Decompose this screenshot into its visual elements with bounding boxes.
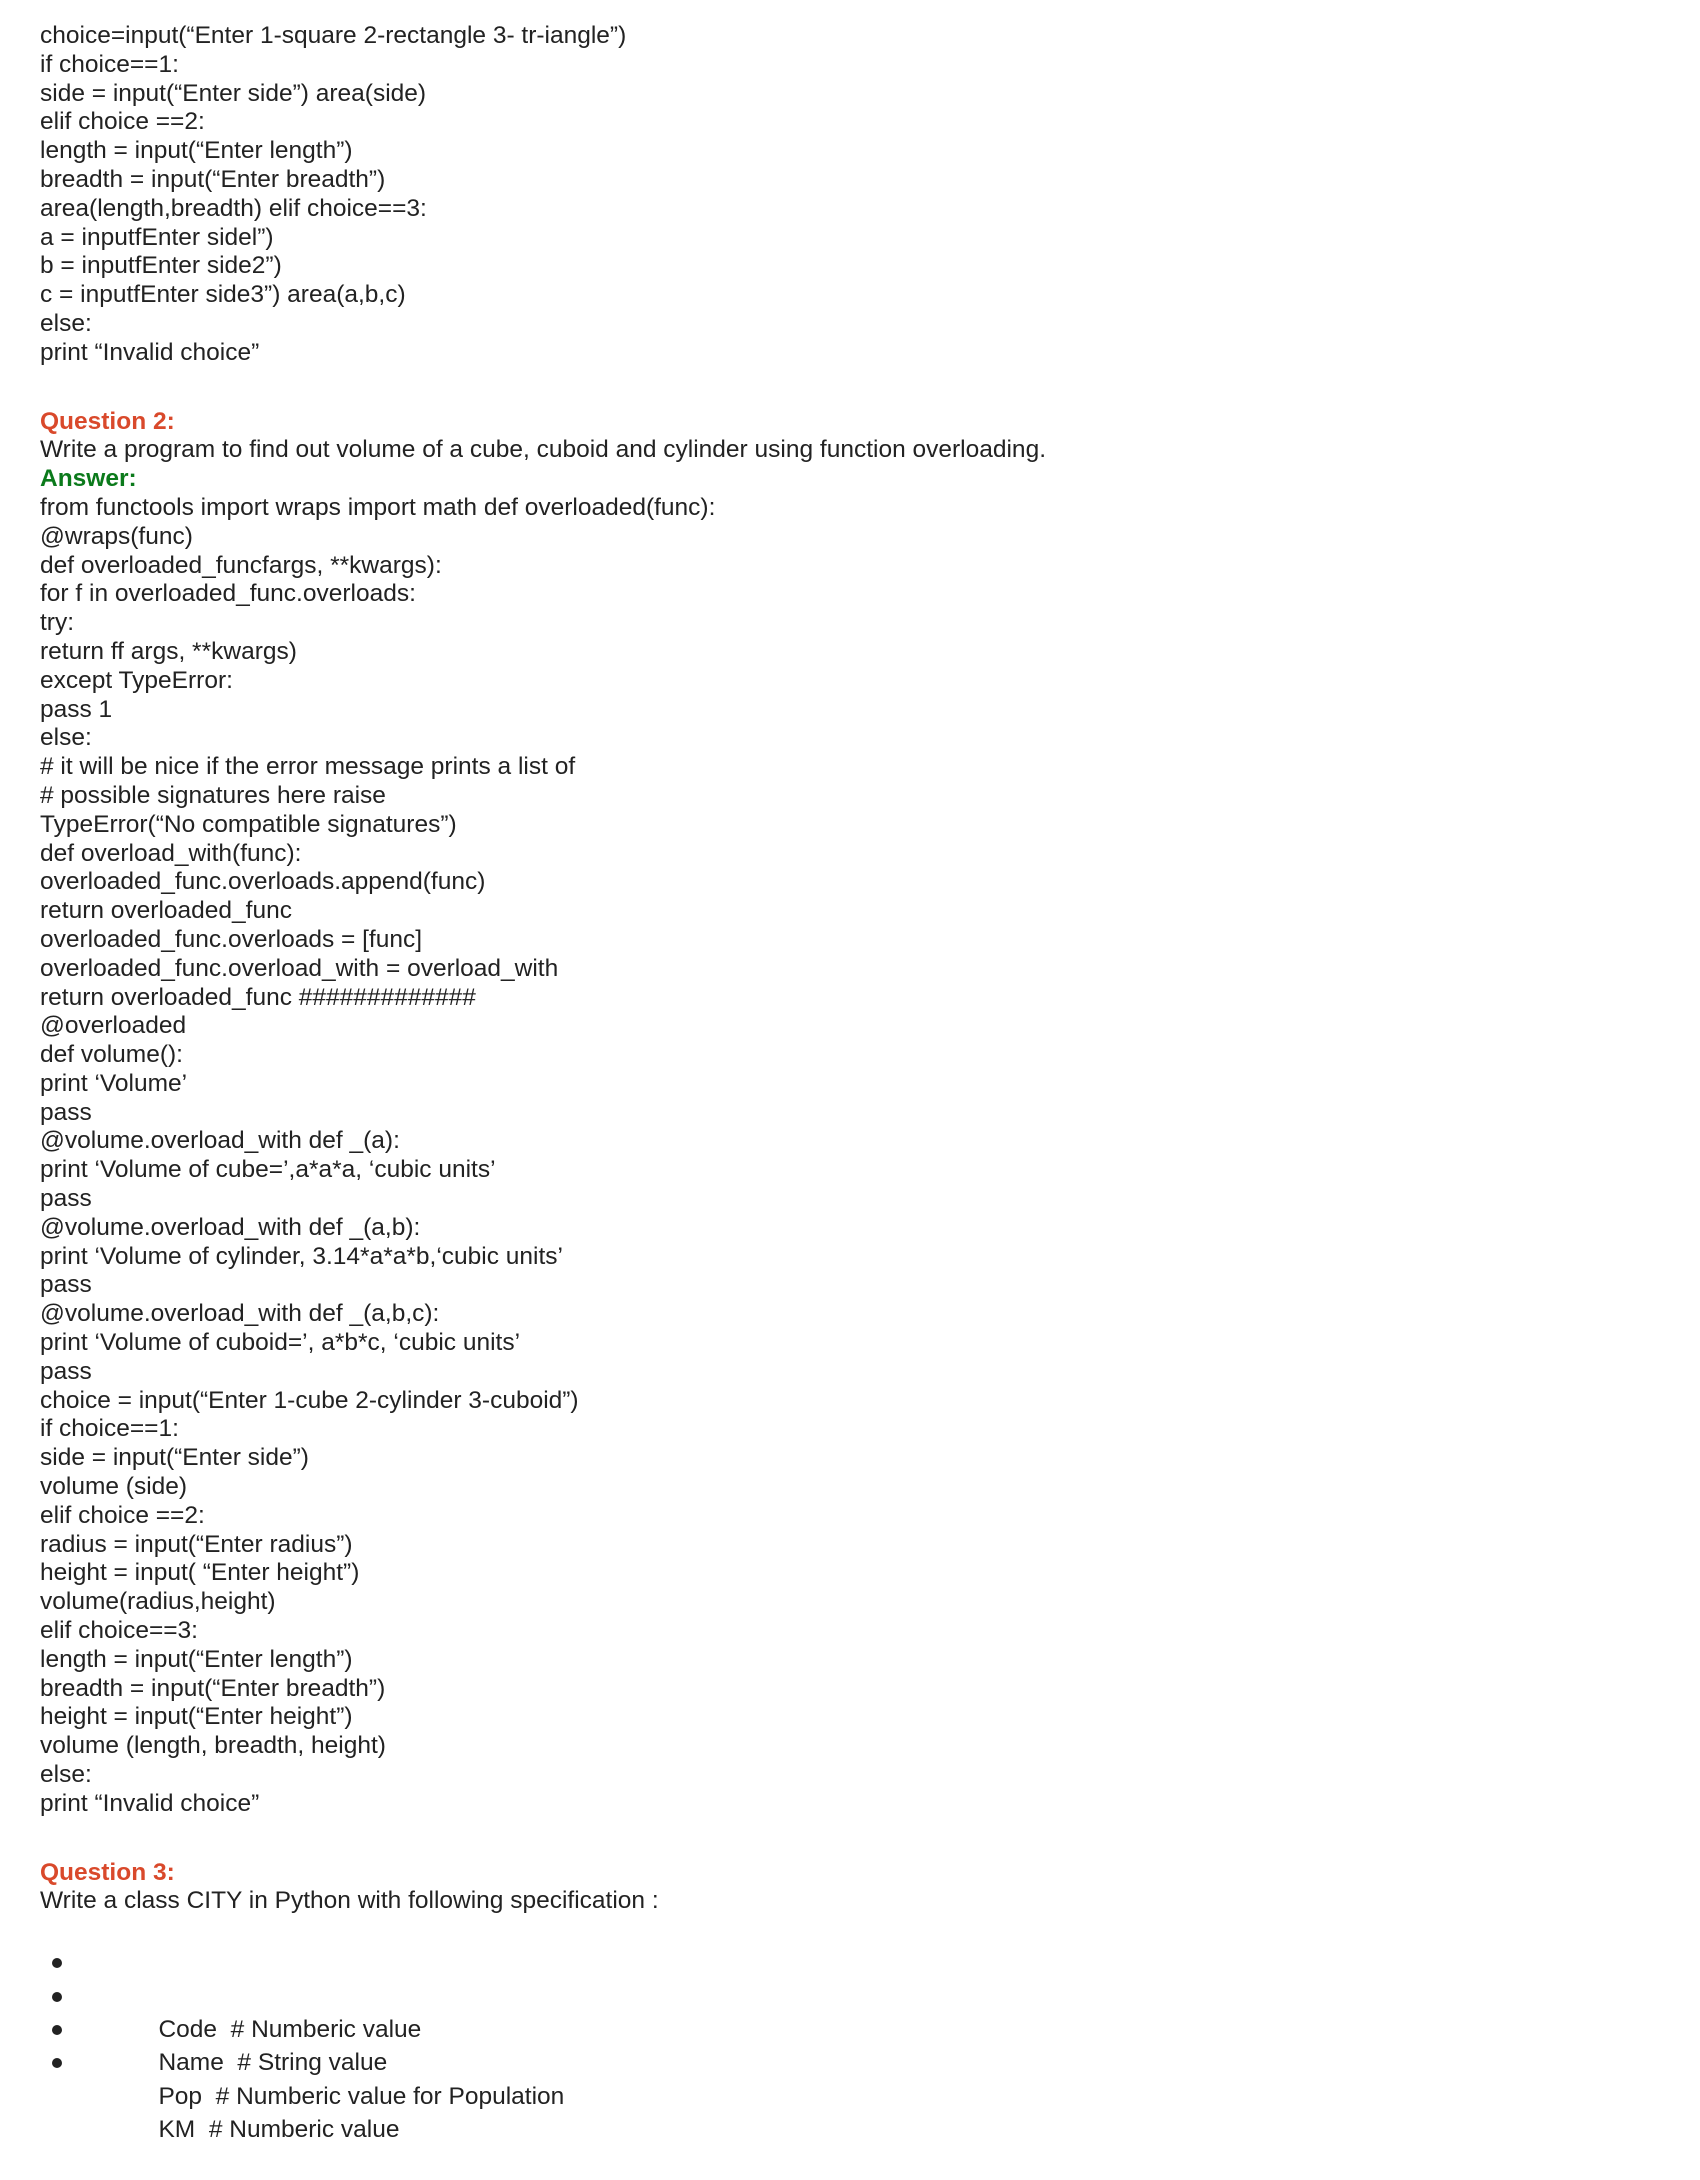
code-line: # it will be nice if the error message prints a list of xyxy=(40,753,576,781)
code-line: elif choice ==2: xyxy=(40,108,205,136)
code-line: overloaded_func.overloads.append(func) xyxy=(40,868,486,896)
code-line: else: xyxy=(40,724,92,752)
code-line: pass xyxy=(40,1098,92,1126)
code-line: @volume.overload_with def _(a,b): xyxy=(40,1213,421,1241)
code-line: from functools import wraps import math def overloaded(func): xyxy=(40,493,716,521)
code-line: pass xyxy=(40,1271,92,1299)
code-line: @wraps(func) xyxy=(40,522,193,550)
code-line: pass xyxy=(40,1357,92,1385)
code-line: side = input(“Enter side”) xyxy=(40,1444,309,1472)
q2-code-block xyxy=(40,494,1660,1819)
code-line: volume(radius,height) xyxy=(40,1588,276,1616)
code-line: return overloaded_func xyxy=(40,897,292,925)
code-line: elif choice==3: xyxy=(40,1617,198,1645)
code-line: side = input(“Enter side”) area(side) xyxy=(40,79,427,107)
code-line: pass xyxy=(40,1185,92,1213)
answer-label: Answer: xyxy=(40,465,137,493)
code-line: radius = input(“Enter radius”) xyxy=(40,1530,353,1558)
question-3-section xyxy=(40,1858,1660,2144)
code-line: breadth = input(“Enter breadth”) xyxy=(40,1674,386,1702)
code-line: print “Invalid choice” xyxy=(40,1789,260,1817)
code-line: try: xyxy=(40,609,75,637)
spec-list xyxy=(40,1946,1660,2144)
code-line: length = input(“Enter length”) xyxy=(40,137,353,165)
code-line: print ‘Volume of cube=’,a*a*a, ‘cubic units’ xyxy=(40,1156,496,1184)
code-line: def overload_with(func): xyxy=(40,839,302,867)
spec-item-label: KM # Numberic value xyxy=(158,2116,400,2144)
code-line: TypeError(“No compatible signatures”) xyxy=(40,810,457,838)
q1-code-block xyxy=(40,22,1660,368)
code-line: print ‘Volume of cylinder, 3.14*a*a*b,‘cubic units’ xyxy=(40,1242,563,1270)
code-line: elif choice ==2: xyxy=(40,1501,205,1529)
spec-item-code xyxy=(40,1946,1660,2044)
code-line: def overloaded_funcfargs, **kwargs): xyxy=(40,551,442,579)
code-line: overloaded_func.overload_with = overload_with xyxy=(40,954,559,982)
code-line: @overloaded xyxy=(40,1012,187,1040)
code-line: else: xyxy=(40,309,92,337)
question-3-heading: Question 3: xyxy=(40,1858,175,1886)
code-line: print “Invalid choice” xyxy=(40,338,260,366)
code-line: def volume(): xyxy=(40,1041,183,1069)
code-line: area(length,breadth) elif choice==3: xyxy=(40,194,427,222)
code-line: height = input( “Enter height”) xyxy=(40,1559,360,1587)
code-line: print ‘Volume of cuboid=’, a*b*c, ‘cubic units’ xyxy=(40,1329,521,1357)
code-line: else: xyxy=(40,1761,92,1789)
code-line: @volume.overload_with def _(a): xyxy=(40,1127,400,1155)
code-line: volume (side) xyxy=(40,1473,188,1501)
code-line: b = inputfEnter side2”) xyxy=(40,252,282,280)
code-line: @volume.overload_with def _(a,b,c): xyxy=(40,1300,440,1328)
code-line: pass 1 xyxy=(40,695,113,723)
code-line: overloaded_func.overloads = [func] xyxy=(40,925,423,953)
document-page xyxy=(40,22,1660,2144)
code-line: if choice==1: xyxy=(40,50,179,78)
question-2-prompt: Write a program to find out volume of a cube, cuboid and cylinder using function overloading. xyxy=(40,436,1046,464)
bullet-icon xyxy=(52,1992,62,2002)
bullet-icon xyxy=(52,2058,62,2068)
code-line: choice = input(“Enter 1-cube 2-cylinder 3-cuboid”) xyxy=(40,1386,579,1414)
code-line: for f in overloaded_func.overloads: xyxy=(40,580,416,608)
code-line: choice=input(“Enter 1-square 2-rectangle 3- tr-iangle”) xyxy=(40,22,627,49)
spec-item-label: Code # Numberic value xyxy=(158,2016,422,2044)
question-3-prompt: Write a class CITY in Python with following specification : xyxy=(40,1887,659,1915)
code-line: length = input(“Enter length”) xyxy=(40,1645,353,1673)
code-line: print ‘Volume’ xyxy=(40,1069,188,1097)
code-line: except TypeError: xyxy=(40,666,233,694)
code-line: height = input(“Enter height”) xyxy=(40,1703,353,1731)
code-line: return ff args, **kwargs) xyxy=(40,637,297,665)
code-line: a = inputfEnter sidel”) xyxy=(40,223,274,251)
code-line: return overloaded_func ############# xyxy=(40,983,476,1011)
bullet-icon xyxy=(52,2025,62,2035)
code-line: c = inputfEnter side3”) area(a,b,c) xyxy=(40,281,406,309)
question-2-section xyxy=(40,408,1660,1819)
code-line: if choice==1: xyxy=(40,1415,179,1443)
spec-item-label: Name # String value xyxy=(158,2049,388,2077)
spec-item-label: Pop # Numberic value for Population xyxy=(158,2082,565,2110)
code-line: breadth = input(“Enter breadth”) xyxy=(40,165,386,193)
bullet-icon xyxy=(52,1958,62,1968)
code-line: volume (length, breadth, height) xyxy=(40,1732,386,1760)
question-2-heading: Question 2: xyxy=(40,407,175,435)
code-line: # possible signatures here raise xyxy=(40,781,386,809)
